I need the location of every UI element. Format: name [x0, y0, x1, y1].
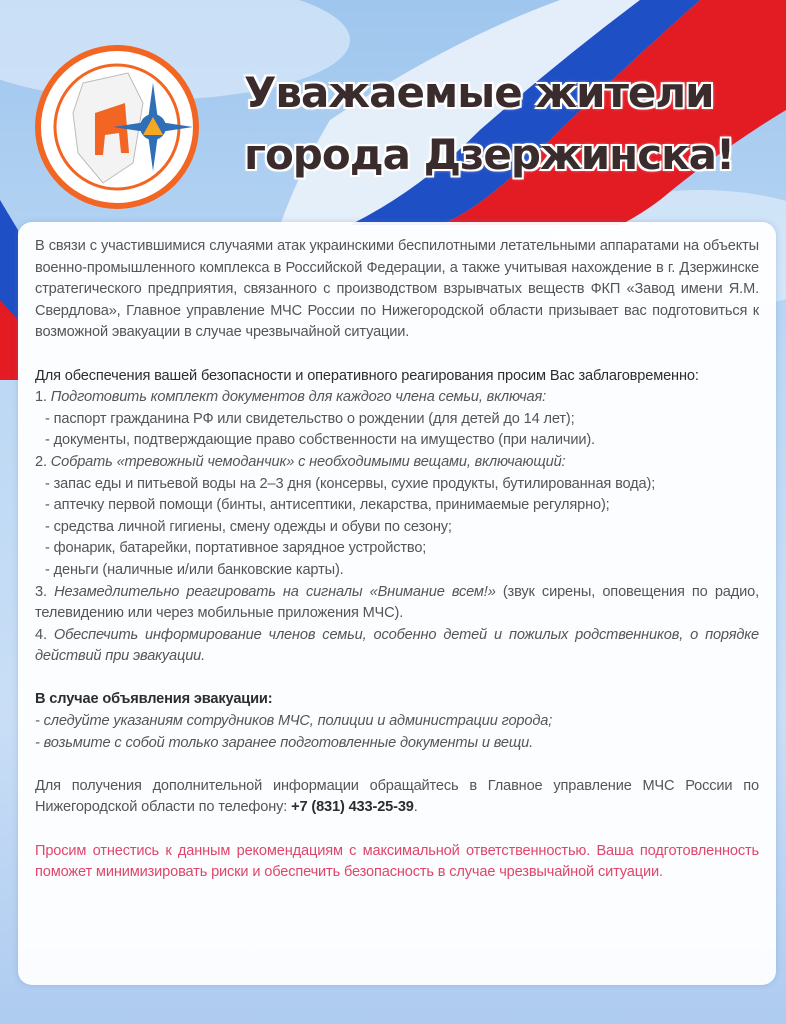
item-title: Незамедлительно реагировать на сигналы «Внимание всем!»: [54, 583, 496, 600]
title-line-2: города Дзержинска!: [244, 130, 735, 179]
item-number: 4.: [35, 626, 47, 643]
page-title: [244, 62, 784, 186]
request-section: [35, 366, 759, 668]
evacuation-section: [35, 689, 759, 754]
intro-paragraph: В связи с участившимися случаями атак украинскими беспилотными летательными аппаратами на объекты военно-промышленного комплекса в Российской Федерации, а также учитывая нахождение в г. Дзержинске стратегического предприятия, связанного с производством взрывчатых веществ ФКП «Завод имени Я.М. Свердлова», Главное управление МЧС России по Нижегородской области призывает вас подготовиться к возможной эвакуации в случае чрезвычайной ситуации.: [35, 238, 759, 341]
item-title: Подготовить комплект документов для каждого члена семьи, включая:: [50, 389, 547, 406]
sub-item: - средства личной гигиены, смену одежды и обуви по сезону;: [45, 518, 452, 535]
item-title: Обеспечить информирование членов семьи, особенно детей и пожилых родственников, о порядке действий при эвакуации.: [35, 626, 760, 665]
item-number: 2.: [35, 453, 47, 470]
evacuation-heading: В случае объявления эвакуации:: [35, 691, 273, 708]
sub-item: - запас еды и питьевой воды на 2–3 дня (консервы, сухие продукты, бутилированная вода);: [45, 475, 656, 492]
sub-item: - документы, подтверждающие право собственности на имущество (при наличии).: [45, 432, 595, 449]
evacuation-item: - следуйте указаниям сотрудников МЧС, полиции и администрации города;: [35, 713, 553, 730]
item-number: 3.: [35, 583, 47, 600]
item-rest: (звук сирены, оповещения по радио, телевидению или через мобильные приложения МЧС).: [35, 583, 759, 622]
contact-text: Для получения дополнительной информации обращайтесь в Главное управление МЧС России по Нижегородской области по телефону:: [35, 777, 759, 816]
sub-item: - фонарик, батарейки, портативное зарядное устройство;: [45, 540, 427, 557]
contact-paragraph: [35, 776, 759, 819]
contact-end: .: [413, 799, 418, 816]
notice-card: [18, 222, 776, 985]
mchs-emblem-logo: [33, 43, 201, 211]
request-heading: Для обеспечения вашей безопасности и оперативного реагирования просим Вас заблаговременно:: [35, 367, 699, 384]
closing-paragraph: Просим отнестись к данным рекомендациям с максимальной ответственностью. Ваша подготовленность поможет минимизировать риски и обеспечить безопасность в случае чрезвычайной ситуации.: [35, 842, 759, 881]
phone-number: +7 (831) 433-25-39: [291, 799, 414, 816]
sub-item: - паспорт гражданина РФ или свидетельство о рождении (для детей до 14 лет);: [45, 410, 575, 427]
evacuation-item: - возьмите с собой только заранее подготовленные документы и вещи.: [35, 734, 534, 751]
title-line-1: Уважаемые жители: [244, 68, 714, 117]
item-title: Собрать «тревожный чемоданчик» с необходимыми вещами, включающий:: [50, 453, 566, 470]
item-number: 1.: [35, 389, 47, 406]
sub-item: - аптечку первой помощи (бинты, антисептики, лекарства, принимаемые регулярно);: [45, 497, 610, 514]
sub-item: - деньги (наличные и/или банковские карты).: [45, 561, 344, 578]
